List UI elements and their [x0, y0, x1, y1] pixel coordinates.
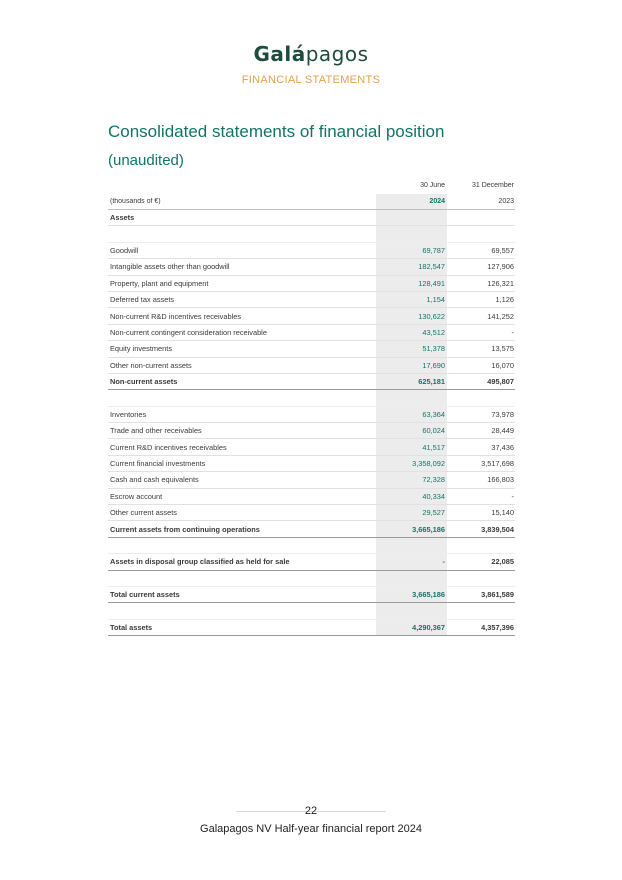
row-value-2024: 4,290,367: [412, 622, 445, 632]
row-value-2023: 3,861,589: [481, 590, 514, 600]
table-row: [108, 259, 515, 275]
row-value-2024: 29,527: [422, 508, 445, 518]
row-label: Non-current R&D incentives receivables: [110, 311, 242, 321]
logo-light-part: pagos: [305, 42, 369, 66]
row-value-2023: 166,803: [487, 475, 514, 485]
row-value-2024: 40,334: [422, 491, 445, 501]
header-units: (thousands of €): [110, 198, 161, 205]
table-row: [108, 571, 515, 587]
table-row: [108, 456, 515, 472]
row-value-2024: 60,024: [422, 426, 445, 436]
row-label: Assets: [110, 213, 135, 223]
row-label: Cash and cash equivalents: [110, 475, 199, 485]
page-title: Consolidated statements of financial position: [108, 122, 445, 141]
row-value-2024: 3,358,092: [412, 459, 445, 469]
page-subtitle: (unaudited): [108, 152, 184, 169]
table-row-total: [108, 620, 515, 636]
table-row: [108, 390, 515, 406]
row-label: Total current assets: [110, 590, 180, 600]
row-label: Deferred tax assets: [110, 295, 175, 305]
row-value-2024: 182,547: [418, 262, 445, 272]
row-value-2023: 22,085: [491, 557, 514, 567]
row-label: Goodwill: [110, 245, 139, 255]
row-value-2023: 141,252: [487, 311, 514, 321]
row-value-2023: 3,517,698: [481, 459, 514, 469]
row-value-2023: 1,126: [495, 295, 514, 305]
header-current-period: 30 June: [420, 182, 445, 189]
row-value-2023: 69,557: [491, 245, 514, 255]
table-row: [108, 358, 515, 374]
financial-position-table: [108, 177, 515, 636]
header-current-year: 2024: [429, 198, 445, 205]
row-value-2023: 495,807: [487, 377, 514, 387]
table-row: [108, 210, 515, 226]
row-value-2023: 13,575: [491, 344, 514, 354]
row-label: Other current assets: [110, 508, 177, 518]
row-value-2024: 3,665,186: [412, 590, 445, 600]
table-header-year-row: [108, 194, 515, 210]
table-row-subtotal: [108, 554, 515, 570]
row-label: Assets in disposal group classified as held for sale: [110, 557, 290, 567]
row-value-2023: 4,357,396: [481, 622, 514, 632]
row-label: Total assets: [110, 622, 153, 632]
table-row: [108, 489, 515, 505]
logo-bold-part: Galá: [253, 42, 306, 66]
row-value-2023: -: [511, 491, 514, 501]
header-prior-period: 31 December: [471, 182, 514, 189]
row-label: Non-current contingent consideration receivable: [110, 327, 267, 337]
row-label: Non-current assets: [110, 377, 178, 387]
table-row: [108, 341, 515, 357]
row-value-2024: 63,364: [422, 409, 445, 419]
row-label: Trade and other receivables: [110, 426, 202, 436]
row-value-2024: 17,690: [422, 360, 445, 370]
row-value-2023: 126,321: [487, 278, 514, 288]
row-value-2024: -: [442, 557, 445, 567]
table-row: [108, 292, 515, 308]
row-label: Property, plant and equipment: [110, 278, 209, 288]
table-row-subtotal: [108, 587, 515, 603]
table-body: [108, 210, 515, 636]
section-label: FINANCIAL STATEMENTS: [241, 74, 381, 86]
row-value-2024: 41,517: [422, 442, 445, 452]
table-row: [108, 325, 515, 341]
row-value-2024: 72,328: [422, 475, 445, 485]
row-value-2024: 51,378: [422, 344, 445, 354]
table-row: [108, 603, 515, 619]
row-label: Other non-current assets: [110, 360, 192, 370]
table-row: [108, 243, 515, 259]
table-row: [108, 308, 515, 324]
table-row-subtotal: [108, 374, 515, 390]
table-row: [108, 538, 515, 554]
table-row-subtotal: [108, 521, 515, 537]
table-row: [108, 439, 515, 455]
footer-text: Galapagos NV Half-year financial report 2024: [200, 823, 422, 835]
row-value-2024: 1,154: [426, 295, 445, 305]
row-label: Escrow account: [110, 491, 163, 501]
company-logo: [0, 42, 622, 66]
table-header-period-row: [108, 177, 515, 194]
table-row: [108, 407, 515, 423]
row-value-2023: 73,978: [491, 409, 514, 419]
page-number: 22: [304, 805, 318, 817]
row-value-2023: 16,070: [491, 360, 514, 370]
row-value-2023: 3,839,504: [481, 524, 514, 534]
row-value-2023: -: [511, 327, 514, 337]
row-label: Equity investments: [110, 344, 173, 354]
row-label: Current R&D incentives receivables: [110, 442, 227, 452]
header-prior-year: 2023: [498, 198, 514, 205]
row-value-2024: 69,787: [422, 245, 445, 255]
row-value-2024: 130,622: [418, 311, 445, 321]
row-value-2023: 127,906: [487, 262, 514, 272]
row-label: Intangible assets other than goodwill: [110, 262, 230, 272]
row-label: Inventories: [110, 409, 147, 419]
row-value-2024: 3,665,186: [412, 524, 445, 534]
row-label: Current financial investments: [110, 459, 206, 469]
table-row: [108, 226, 515, 242]
row-value-2024: 128,491: [418, 278, 445, 288]
row-value-2024: 43,512: [422, 327, 445, 337]
row-label: Current assets from continuing operations: [110, 524, 260, 534]
row-value-2023: 37,436: [491, 442, 514, 452]
table-row: [108, 472, 515, 488]
row-value-2024: 625,181: [418, 377, 445, 387]
table-row: [108, 423, 515, 439]
table-row: [108, 276, 515, 292]
row-value-2023: 15,140: [491, 508, 514, 518]
row-value-2023: 28,449: [491, 426, 514, 436]
table-row: [108, 505, 515, 521]
